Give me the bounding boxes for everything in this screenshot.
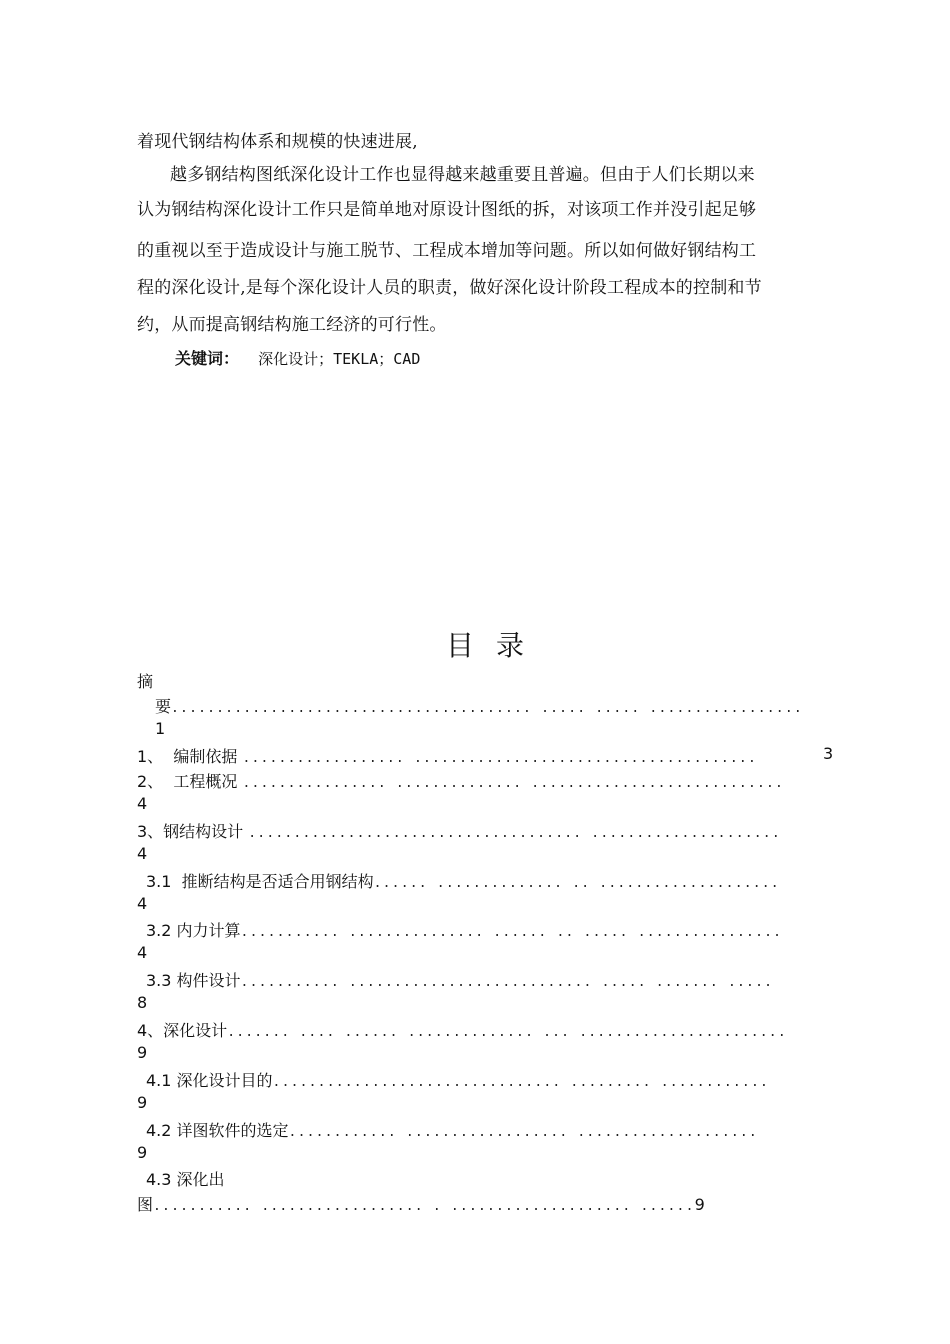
toc-page-number: 9 xyxy=(694,1195,705,1214)
toc-leader: ........... ............... ...... .. ..... ................ xyxy=(240,925,783,940)
toc-page-number: 9 xyxy=(137,1093,148,1112)
toc-title-char-2: 录 xyxy=(496,629,547,662)
toc-leader: ........... ........................... ..... ....... ..... xyxy=(240,975,774,990)
toc-leader: ...... .............. .. .................... xyxy=(373,876,780,891)
toc-entry-abstract-line1[interactable]: 摘 xyxy=(137,672,154,691)
toc-page-number: 3 xyxy=(823,744,834,763)
toc-entry-label: 4.1 深化设计目的 xyxy=(146,1071,273,1090)
body-line-5: 程的深化设计,是每个深化设计人员的职责，做好深化设计阶段工程成本的控制和节 xyxy=(137,278,762,298)
toc-entry-label: 要 xyxy=(155,697,172,716)
toc-leader: .................. ...................................... xyxy=(242,751,757,766)
toc-entry-label: 3.2 内力计算 xyxy=(146,921,241,940)
body-line-6: 约，从而提高钢结构施工经济的可行性。 xyxy=(137,315,447,335)
toc-page-number: 1 xyxy=(155,719,166,738)
toc-entry-label: 3.3 构件设计 xyxy=(146,971,241,990)
toc-leader: ................ .............. ............................ xyxy=(242,776,785,791)
toc-page-number: 4 xyxy=(137,894,148,913)
toc-entry-label: 3、钢结构设计 xyxy=(137,822,244,841)
toc-entry-4-2[interactable] xyxy=(146,1118,758,1141)
toc-leader: ....... .... ...... .............. ... ....................... xyxy=(227,1025,787,1040)
body-line-1: 着现代钢结构体系和规模的快速进展, xyxy=(137,132,418,152)
toc-entry-label: 4.2 详图软件的选定 xyxy=(146,1121,289,1140)
toc-entry-2[interactable] xyxy=(137,769,784,792)
toc-title xyxy=(446,624,546,664)
keywords-value: 深化设计；TEKLA；CAD xyxy=(258,350,421,368)
toc-entry-label: 3.1 推断结构是否适合用钢结构 xyxy=(146,872,374,891)
toc-leader: ........... .................. . .................... ...... xyxy=(153,1199,695,1214)
toc-page-number: 9 xyxy=(137,1043,148,1062)
toc-leader: ................................ ......... ............ xyxy=(272,1075,770,1090)
toc-entry-abstract-line2[interactable] xyxy=(155,694,803,717)
toc-title-char-1: 目 xyxy=(446,629,497,662)
toc-entry-3-1[interactable] xyxy=(146,869,780,892)
body-line-3: 认为钢结构深化设计工作只是简单地对原设计图纸的拆，对该项工作并没引起足够 xyxy=(137,200,757,220)
keywords-label: 关键词： xyxy=(175,349,240,368)
toc-leader: ........................................ ..... ..... ................. xyxy=(171,701,803,716)
toc-entry-1[interactable] xyxy=(137,744,757,767)
body-line-2: 越多钢结构图纸深化设计工作也显得越来越重要且普遍。但由于人们长期以来 xyxy=(170,165,755,185)
toc-entry-label: 4、深化设计 xyxy=(137,1021,228,1040)
toc-entry-3[interactable] xyxy=(137,819,781,842)
toc-entry-4-3-line1[interactable]: 4.3 深化出 xyxy=(146,1170,225,1189)
toc-entry-3-2[interactable] xyxy=(146,918,782,941)
toc-page-number: 4 xyxy=(137,794,148,813)
toc-entry-4-1[interactable] xyxy=(146,1068,769,1091)
toc-page-number: 4 xyxy=(137,844,148,863)
toc-page-number: 8 xyxy=(137,993,148,1012)
keywords-row xyxy=(175,346,420,369)
toc-page-number: 9 xyxy=(137,1143,148,1162)
toc-entry-label: 2、 工程概况 xyxy=(137,772,238,791)
toc-entry-4-3-line2[interactable] xyxy=(137,1192,705,1215)
toc-entry-label: 图 xyxy=(137,1195,154,1214)
toc-leader: ..................................... ..................... xyxy=(248,826,781,841)
toc-entry-3-3[interactable] xyxy=(146,968,773,991)
toc-entry-label: 1、 编制依据 xyxy=(137,747,238,766)
body-line-4: 的重视以至于造成设计与施工脱节、工程成本增加等问题。所以如何做好钢结构工 xyxy=(137,241,757,261)
toc-page-number: 4 xyxy=(137,943,148,962)
toc-leader: ............ .................. .................... xyxy=(288,1125,758,1140)
toc-entry-4[interactable] xyxy=(137,1018,787,1041)
